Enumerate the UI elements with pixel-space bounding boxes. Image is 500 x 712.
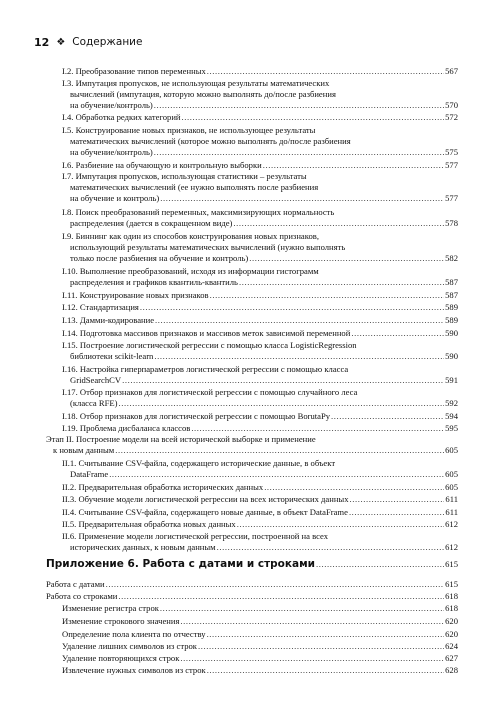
toc-entry (62, 494, 458, 505)
toc-entry-title: I.4. Обработка редких категорий (62, 112, 181, 122)
dot-leader (351, 328, 444, 339)
dot-leader (349, 507, 444, 518)
dot-leader (239, 277, 444, 288)
dot-leader (207, 66, 444, 77)
toc-entry (70, 542, 458, 553)
toc-entry-title: II.6. Применение модели логистической регрессии, построенной на всех (62, 531, 329, 541)
toc-page-number: 620 (445, 616, 458, 626)
toc-entry (62, 411, 458, 422)
toc-entry-title: I.6. Разбиение на обучающую и контрольную выборки (62, 160, 262, 170)
toc-page-number: 627 (445, 653, 458, 663)
toc-page-number: 572 (445, 112, 458, 122)
toc-entry-title: на обучение/контроль) (70, 147, 153, 157)
toc-page-number: 578 (445, 218, 458, 228)
toc-entry (62, 364, 458, 375)
toc-entry-title: I.15. Построение логистической регрессии с помощью класса LogisticRegression (62, 340, 357, 350)
dot-leader (122, 375, 444, 386)
toc-page-number: 611 (445, 494, 458, 504)
toc-entry-title: I.8. Поиск преобразований переменных, максимизирующих нормальность (62, 207, 335, 217)
toc-entry (62, 423, 458, 434)
toc-entry-title: математических вычислений (ее нужно выполнять после разбиения (70, 182, 319, 192)
toc-entry (62, 653, 458, 664)
toc-page-number: 595 (445, 423, 458, 433)
toc-entry-title: I.5. Конструирование новых признаков, не использующее результаты (62, 125, 316, 135)
toc-page-number: 618 (445, 591, 458, 601)
toc-page-number: 615 (445, 559, 458, 569)
toc-entry-title: исторических данных, к новым данным (70, 542, 216, 552)
dot-leader (210, 290, 444, 301)
dot-leader (155, 315, 444, 326)
toc-entry (62, 641, 458, 652)
toc-entry-title: II.4. Считывание CSV-файла, содержащего новые данные, в объект DataFrame (62, 507, 348, 517)
dot-leader (154, 351, 444, 362)
toc-entry-title: Этап II. Построение модели на всей исторической выборке и применение (46, 434, 316, 444)
toc-entry-title: I.17. Отбор признаков для логистической регрессии с помощью случайного леса (62, 387, 358, 397)
dot-leader (154, 100, 444, 111)
toc-entry (62, 665, 458, 676)
dot-leader (109, 469, 444, 480)
toc-entry-title: I.7. Импутация пропусков, использующая статистики – результаты (62, 171, 307, 181)
toc-entry (70, 147, 458, 158)
toc-entry (70, 100, 458, 111)
dot-leader (115, 445, 444, 456)
toc-entry (62, 207, 458, 218)
toc-page-number: 567 (445, 66, 458, 76)
toc-entry (62, 66, 458, 77)
toc-entry-title: I.14. Подготовка массивов признаков и массивов меток зависимой переменной (62, 328, 351, 338)
toc-entry-title: GridSearchCV (70, 375, 122, 385)
toc-entry (62, 171, 458, 182)
toc-page-number: 587 (445, 277, 458, 287)
toc-page-number: 577 (445, 160, 458, 170)
dot-leader (191, 423, 444, 434)
dot-leader (217, 542, 444, 553)
toc-entry (62, 531, 458, 542)
dot-leader (180, 653, 444, 664)
toc-entry (62, 231, 458, 242)
toc-entry-title: вычислений (импутация, которую можно выполнять до/после разбиения (70, 89, 336, 99)
toc-entry-title: на обучение/контроль) (70, 100, 153, 110)
toc-entry-title: II.5. Предварительная обработка новых данных (62, 519, 236, 529)
toc-page-number: 590 (445, 328, 458, 338)
toc-entry-title: только после разбиения на обучение и контроль) (70, 253, 249, 263)
toc-entry (62, 629, 458, 640)
toc-entry-title: распределения и графиков квантиль-квантиль (70, 277, 238, 287)
toc-entry (53, 445, 458, 456)
toc-page-number: 612 (445, 542, 458, 552)
toc-entry (62, 387, 458, 398)
toc-entry (62, 125, 458, 136)
toc-entry-title: Удаление повторяющихся строк (62, 653, 180, 663)
toc-entry-title: I.13. Дамми-кодирование (62, 315, 155, 325)
dot-leader (106, 579, 444, 590)
toc-page-number: 605 (445, 469, 458, 479)
toc-entry-title: DataFrame (70, 469, 109, 479)
dot-leader (316, 557, 444, 571)
toc-entry (70, 375, 458, 386)
toc-entry (62, 458, 458, 469)
toc-entry (70, 182, 458, 193)
toc-entry-title: Определение пола клиента по отчеству (62, 629, 206, 639)
toc-entry-title: Изменение строкового значения (62, 616, 180, 626)
toc-entry (70, 136, 458, 147)
toc-entry (70, 277, 458, 288)
toc-page-number: 620 (445, 629, 458, 639)
toc-entry-title: I.18. Отбор признаков для логистической регрессии с помощью BorutaPy (62, 411, 331, 421)
toc-entry (62, 340, 458, 351)
dot-leader (118, 591, 444, 602)
toc-entry-title: I.10. Выполнение преобразований, исходя из информации гистограмм (62, 266, 319, 276)
dot-leader (207, 665, 444, 676)
toc-page-number: 582 (445, 253, 458, 263)
toc-entry (70, 253, 458, 264)
toc-page-number: 611 (445, 507, 458, 517)
dot-leader (237, 519, 444, 530)
toc-page-number: 618 (445, 603, 458, 613)
appendix-heading (46, 557, 458, 571)
toc-entry (46, 579, 458, 590)
toc-entry-title: Работа с датами (46, 579, 105, 589)
toc-entry-title: II.3. Обучение модели логистической регрессии на всех исторических данных (62, 494, 349, 504)
dot-leader (182, 112, 445, 123)
toc-page-number: 605 (445, 445, 458, 455)
toc-entry-title: I.11. Конструирование новых признаков (62, 290, 209, 300)
toc-page-number: 589 (445, 302, 458, 312)
dot-leader (264, 482, 444, 493)
dot-leader (350, 494, 445, 505)
toc-entry (62, 315, 458, 326)
dot-leader (180, 616, 444, 627)
page-number: 12 (34, 35, 50, 49)
toc-entry (70, 218, 458, 229)
toc-entry (62, 519, 458, 530)
toc-entry-title: Удаление лишних символов из строк (62, 641, 197, 651)
toc-entry-title: I.16. Настройка гиперпараметров логистической регрессии с помощью класса (62, 364, 349, 374)
toc-entry (70, 193, 458, 204)
toc-entry-title: I.19. Проблема дисбаланса классов (62, 423, 191, 433)
toc-entry-title: Изменение регистра строк (62, 603, 159, 613)
toc-entry-title: II.1. Считывание CSV-файла, содержащего исторические данные, в объект (62, 458, 336, 468)
toc-entry-title: к новым данным (53, 445, 115, 455)
dot-leader (160, 603, 444, 614)
toc-entry (70, 398, 458, 409)
toc-entry-title: I.9. Биннинг как один из способов конструирования новых признаков, (62, 231, 319, 241)
dot-leader (140, 302, 444, 313)
toc-entry (62, 302, 458, 313)
toc-entry-title: I.2. Преобразование типов переменных (62, 66, 206, 76)
running-title: Содержание (72, 36, 143, 48)
toc-entry (62, 616, 458, 627)
toc-entry (62, 507, 458, 518)
toc-entry-title: библиотеки scikit-learn (70, 351, 154, 361)
toc-entry (62, 266, 458, 277)
toc-page-number: 592 (445, 398, 458, 408)
toc-entry (62, 78, 458, 89)
diamond-separator-icon: ❖ (56, 36, 66, 48)
toc-page-number: 612 (445, 519, 458, 529)
toc-page-number: 594 (445, 411, 458, 421)
toc-entry-title: I.3. Импутация пропусков, не использующая результаты математических (62, 78, 330, 88)
toc-page-number: 570 (445, 100, 458, 110)
toc-entry-title: на обучение и контроль) (70, 193, 160, 203)
dot-leader (118, 398, 444, 409)
toc-entry (62, 328, 458, 339)
toc-entry-title: распределения (дается в сокращенном виде) (70, 218, 233, 228)
toc-page-number: 591 (445, 375, 458, 385)
toc-entry (62, 290, 458, 301)
toc-page-number: 590 (445, 351, 458, 361)
dot-leader (154, 147, 444, 158)
toc-entry (70, 469, 458, 480)
dot-leader (263, 160, 444, 171)
toc-page-number: 589 (445, 315, 458, 325)
toc-page-number: 624 (445, 641, 458, 651)
toc-entry-title: Работа со строками (46, 591, 118, 601)
toc-entry-title: (класса RFE) (70, 398, 118, 408)
dot-leader (233, 218, 444, 229)
toc-page-number: 628 (445, 665, 458, 675)
dot-leader (198, 641, 444, 652)
toc-entry-title: Извлечение нужных символов из строк (62, 665, 206, 675)
toc-entry (62, 160, 458, 171)
toc-entry-title: математических вычислений (которое можно выполнять до/после разбиения (70, 136, 351, 146)
toc-page-number: 575 (445, 147, 458, 157)
toc-entry (70, 242, 458, 253)
dot-leader (160, 193, 444, 204)
toc-entry-title: использующий результаты математических вычислений (нужно выполнять (70, 242, 346, 252)
toc-entry-title: I.12. Стандартизация (62, 302, 139, 312)
toc-entry (46, 591, 458, 602)
dot-leader (331, 411, 444, 422)
toc-page-number: 577 (445, 193, 458, 203)
toc-entry (62, 482, 458, 493)
toc-entry (70, 89, 458, 100)
toc-entry (62, 603, 458, 614)
toc-entry-title: II.2. Предварительная обработка исторических данных (62, 482, 264, 492)
dot-leader (249, 253, 444, 264)
toc-page-number: 605 (445, 482, 458, 492)
toc-entry (46, 434, 458, 445)
toc-page-number: 615 (445, 579, 458, 589)
toc-entry (62, 112, 458, 123)
toc-entry-title: Приложение 6. Работа с датами и строками (46, 558, 316, 570)
toc-page-number: 587 (445, 290, 458, 300)
toc-entry (70, 351, 458, 362)
dot-leader (207, 629, 445, 640)
